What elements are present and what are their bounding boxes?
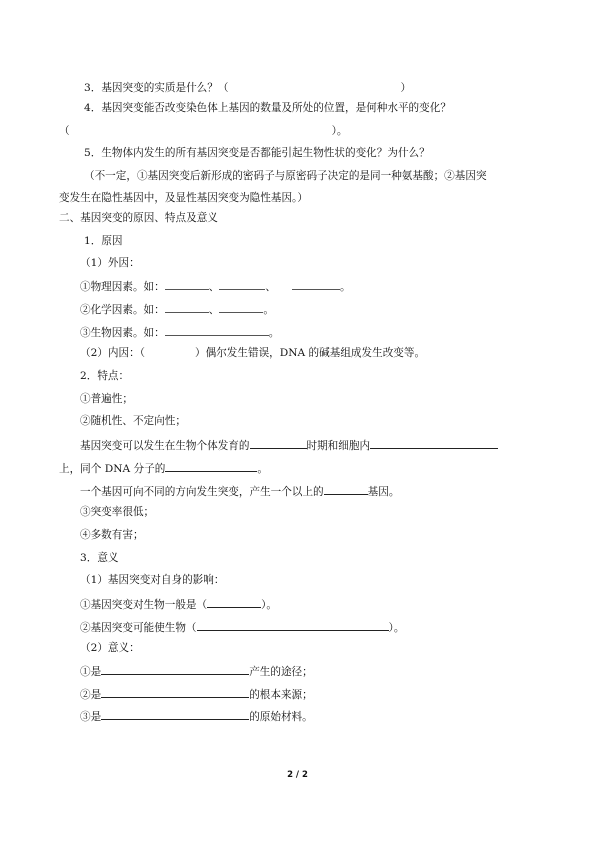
period: 。: [263, 304, 274, 316]
question-5: [84, 146, 430, 160]
cause-heading-text: 1．原因: [84, 235, 123, 247]
blank: [207, 596, 261, 608]
question-5-text: 5．生物体内发生的所有基因突变是否都能引起生物性状的变化？为什么？: [84, 147, 430, 159]
feature-random: [80, 414, 186, 428]
blank: [165, 278, 209, 290]
chemical-factors: [80, 301, 274, 317]
prefix-text: ②基因突变可能使生物（: [80, 622, 197, 634]
suffix-text: 的原始材料。: [249, 711, 313, 723]
significance-heading-text: 3．意义: [80, 552, 119, 564]
random-description-2: [59, 460, 268, 476]
feature-low-rate: [80, 505, 154, 519]
answer-text: 变发生在隐性基因中，及显性基因突变为隐性基因。）: [59, 192, 308, 204]
biological-label: ③生物因素。如：: [80, 327, 165, 339]
general-effect: [80, 596, 277, 612]
chemical-label: ②化学因素。如：: [80, 304, 165, 316]
meaning-2: [80, 686, 313, 702]
period: 。: [257, 463, 268, 475]
internal-prefix: （2）内因：（: [80, 347, 146, 359]
feature-harmful: [80, 528, 144, 542]
meaning-3: [80, 708, 313, 724]
question-4-open: （: [59, 125, 70, 137]
suffix-text: ）。: [261, 599, 278, 611]
question-5-answer-1: [84, 169, 487, 183]
blank: [165, 460, 257, 472]
question-5-answer-2: [59, 191, 308, 205]
internal-cause: [80, 346, 425, 360]
suffix-text: 的根本来源；: [249, 689, 313, 701]
direction-description: [80, 483, 399, 499]
blank: [101, 686, 249, 698]
page-number: 2 / 2: [287, 770, 308, 780]
suffix-text: 产生的途径；: [249, 666, 313, 678]
blank: [101, 708, 249, 720]
feature-universal: [80, 392, 133, 406]
prefix-text: ①基因突变对生物一般是（: [80, 599, 208, 611]
meaning-heading: [80, 641, 140, 655]
cause-heading: [84, 234, 123, 248]
blank: [219, 301, 263, 313]
external-cause-text: （1）外因：: [80, 257, 140, 269]
meaning-1: [80, 663, 313, 679]
blank: [219, 278, 265, 290]
period: 。: [339, 281, 351, 293]
description-text: 一个基因可向不同的方向发生突变，产生一个以上的: [80, 486, 324, 498]
internal-suffix: ）偶尔发生错误，DNA 的碱基组成发生改变等。: [195, 347, 426, 359]
answer-text: （不一定，①基因突变后新形成的密码子与原密码子决定的是同一种氨基酸；②基因突: [84, 170, 487, 182]
question-3: [84, 81, 411, 95]
separator: 、: [265, 281, 276, 293]
question-4-close: ）。: [331, 125, 348, 137]
question-4: [84, 101, 451, 115]
description-text: 时期和细胞内: [306, 440, 371, 452]
blank: [165, 324, 269, 336]
biological-factors: [80, 324, 279, 340]
blank: [324, 483, 368, 495]
external-cause: [80, 256, 140, 270]
description-text: 基因突变可以发生在生物个体发育的: [80, 440, 250, 452]
section-title-text: 二、基因突变的原因、特点及意义: [59, 212, 218, 224]
blank: [197, 619, 389, 631]
question-4-answer: [59, 124, 347, 138]
question-3-text: 3．基因突变的实质是什么？（: [84, 82, 229, 94]
suffix-text: ）。: [388, 622, 405, 634]
section-title: [59, 211, 218, 225]
feature-text: ③突变率很低；: [80, 506, 155, 518]
prefix-text: ②是: [80, 689, 102, 701]
significance-heading: [80, 551, 119, 565]
blank: [370, 437, 498, 449]
blank: [292, 278, 340, 290]
blank: [165, 301, 209, 313]
meaning-heading-text: （2）意义：: [80, 642, 140, 654]
question-3-close: ）: [400, 82, 412, 94]
description-text: 基因。: [367, 486, 400, 498]
features-heading: [80, 369, 129, 383]
features-heading-text: 2．特点：: [80, 370, 130, 382]
self-effect: [80, 573, 224, 587]
random-description-1: [80, 437, 498, 453]
prefix-text: ③是: [80, 711, 102, 723]
physical-factors: [80, 278, 351, 294]
feature-text: ①普遍性；: [80, 393, 133, 405]
blank: [250, 437, 307, 449]
prefix-text: ①是: [80, 666, 102, 678]
feature-text: ②随机性、不定向性；: [80, 415, 186, 427]
description-text: 上，同个 DNA 分子的: [59, 463, 166, 475]
feature-text: ④多数有害；: [80, 529, 144, 541]
self-effect-text: （1）基因突变对自身的影响：: [80, 574, 225, 586]
physical-label: ①物理因素。如：: [80, 281, 165, 293]
possible-effect: [80, 619, 404, 635]
separator: 、: [208, 304, 220, 316]
separator: 、: [208, 281, 220, 293]
question-4-text: 4．基因突变能否改变染色体上基因的数量及所处的位置，是何种水平的变化？: [84, 102, 451, 114]
blank: [101, 663, 249, 675]
period: 。: [268, 327, 280, 339]
